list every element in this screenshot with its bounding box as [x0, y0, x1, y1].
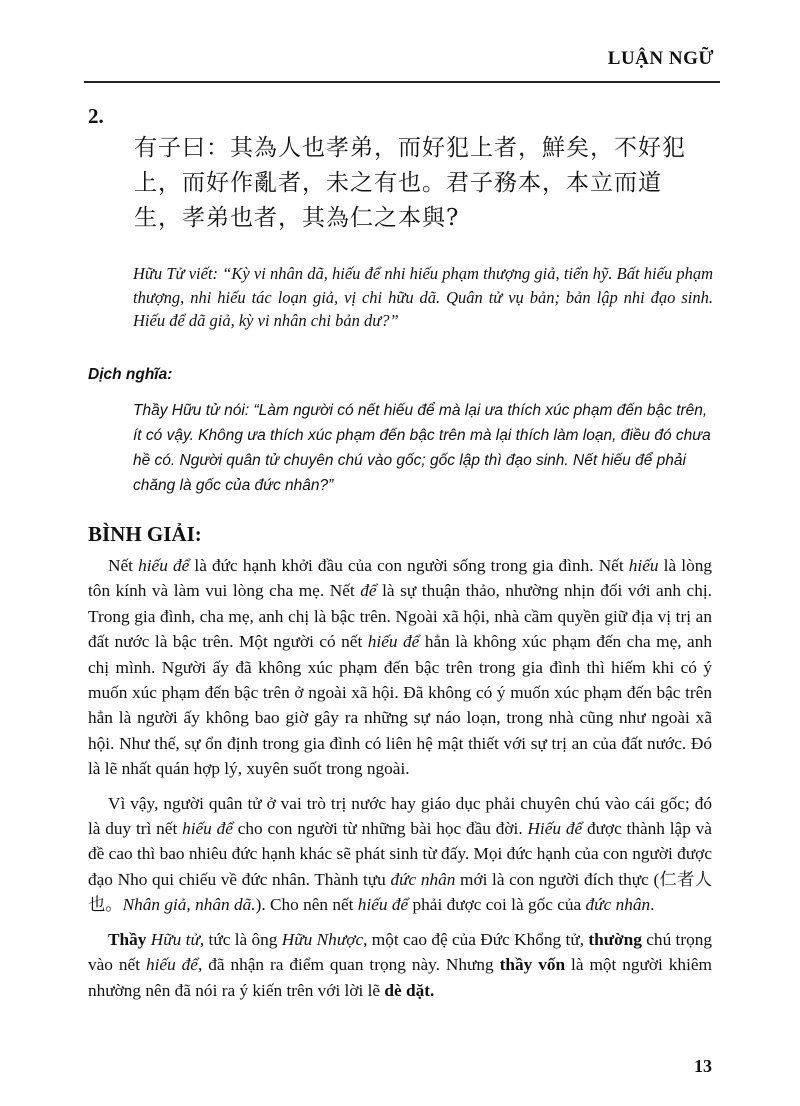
italic-text: hiếu để — [182, 819, 233, 839]
translation-label: Dịch nghĩa: — [88, 366, 173, 383]
italic-text: Nhân giả, nhân dã. — [122, 895, 256, 915]
text-run: hẳn là không xúc phạm đến cha mẹ, anh chị mình. Người ấy đã không xúc phạm đến bậc trên trong gia đình thì hiếm khi có ý muốn xúc phạm đến bậc trên ở ngoài xã hội. Đã không có ý muốn xúc phạm đến bậc trên hẳn là người ấy không bao giờ gây ra những sự náo loạn, trong nhà cũng như ngoài xã hội. Như thế, sự ổn định trong gia đình có liên hệ mật thiết với sự trị an của đất nước. Đó là lẽ nhất quán hợp lý, xuyên suốt trong ngoài. — [88, 632, 712, 779]
transliteration-text: Hữu Tử viết: “Kỳ vi nhân dã, hiếu để nhi hiếu phạm thượng giả, tiển hỹ. Bất hiếu phạm thượng, nhi hiếu tác loạn giả, vị chi hữu dã. Quân tử vụ bản; bản lập nhi đạo sinh. Hiếu để dã giả, kỳ vi nhân chi bản dư?” — [133, 264, 713, 330]
text-run: Vì vậy, người quân tử ở vai trò trị nước hay giáo dục phải chuyên chú vào cái gốc; đó là duy trì nết — [88, 793, 712, 839]
page-number: 13 — [694, 1056, 712, 1076]
header-rule — [84, 81, 720, 83]
section-number: 2. — [88, 104, 104, 128]
chinese-original-text: 有子曰：其為人也孝弟，而好犯上者，鮮矣，不好犯上，而好作亂者，未之有也。君子務本，本立而道生，孝弟也者，其為仁之本與? — [134, 135, 686, 231]
italic-text: Hữu Nhược — [281, 929, 364, 949]
commentary-title: BÌNH GIẢI: — [88, 522, 202, 546]
italic-text: đức nhân — [585, 895, 651, 915]
italic-text: đức nhân — [390, 869, 456, 889]
commentary-paragraph — [88, 927, 712, 1003]
text-run: , một cao đệ của Đức Khổng tử, — [363, 929, 589, 949]
text-run: 仁者人也。 — [88, 869, 712, 915]
text-run: là sự thuận thảo, nhường nhịn đối với anh chị. Trong gia đình, cha mẹ, anh chị là bậc trên. Ngoài xã hội, nhà cầm quyền giữ địa vị trị an đất nước là bậc trên. Một người có nết — [88, 581, 712, 652]
italic-text: hiếu để — [357, 895, 409, 915]
text-run: là một người khiêm nhường nên đã nói ra ý kiến trên với lời lẽ — [88, 955, 712, 1000]
text-run: chú trọng vào nết — [88, 929, 713, 975]
italic-text: Hiếu để — [527, 819, 583, 839]
italic-text: hiếu để — [145, 955, 198, 975]
translation-text: Thầy Hữu tử nói: “Làm người có nết hiếu để mà lại ưa thích xúc phạm đến bậc trên, ít có vậy. Không ưa thích xúc phạm đến bậc trên mà lại thích làm loạn, điều đó chưa hề có. Người quân tử chuyên chú vào gốc; gốc lập thì đạo sinh. Nết hiếu để phải chăng là gốc của đức nhân?” — [133, 402, 711, 494]
text-run: , đã nhận ra điểm quan trọng này. Nhưng — [197, 955, 500, 975]
italic-text: hiếu để — [367, 632, 420, 652]
italic-text: Hữu tử, — [150, 929, 205, 949]
text-run: tức là ông — [204, 929, 282, 949]
text-run: được thành lập và đề cao thì bao nhiêu đức hạnh khác sẽ phát sinh từ đấy. Mọi đức hạnh của con người được đạo Nho qui chiếu về đức nhân. Thành tựu — [88, 819, 712, 889]
commentary-paragraph — [88, 553, 712, 782]
text-run: . — [650, 895, 655, 915]
italic-text: hiếu — [628, 556, 659, 575]
italic-text: hiếu để — [138, 556, 190, 575]
bold-text: Thầy — [108, 929, 147, 949]
text-run: mới là con người đích thực ( — [455, 869, 660, 889]
bold-text: dè dặt. — [384, 980, 435, 1000]
text-run: Nết — [108, 556, 139, 575]
text-run: là đức hạnh khởi đầu của con người sống trong gia đình. Nết — [189, 556, 629, 575]
text-run: phải được coi là gốc của — [408, 895, 586, 915]
running-header: LUẬN NGỮ — [607, 48, 714, 69]
italic-text: để — [360, 581, 377, 601]
bold-text: thầy vốn — [499, 955, 566, 975]
text-run: là lòng tôn kính và làm vui lòng cha mẹ. Nết — [88, 556, 713, 601]
commentary-paragraph — [88, 791, 712, 918]
bold-text: thường — [588, 929, 642, 949]
text-run: ). Cho nên nết — [255, 895, 358, 915]
commentary-body — [88, 553, 712, 1012]
text-run: cho con người từ những bài học đầu đời. — [232, 819, 528, 839]
